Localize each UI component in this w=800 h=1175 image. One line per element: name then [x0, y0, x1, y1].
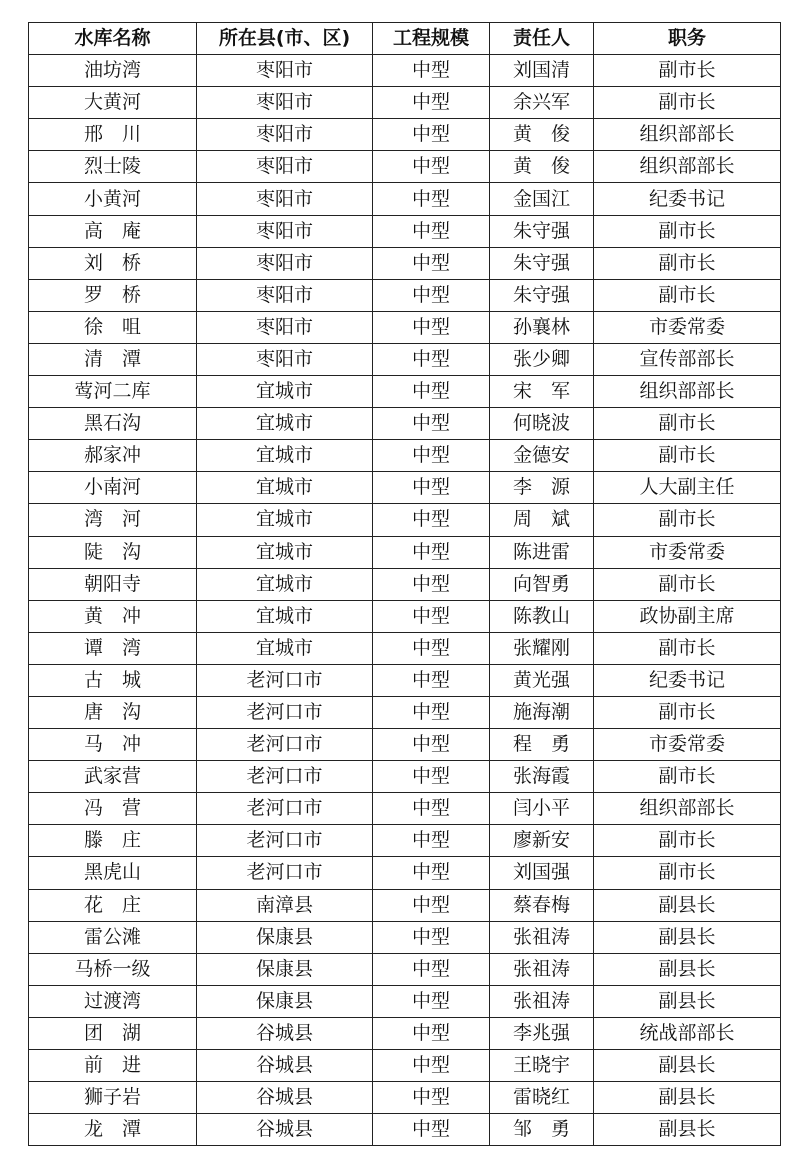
- cell-responsible-person: 刘国强: [490, 857, 594, 889]
- cell-county: 谷城县: [197, 1017, 373, 1049]
- cell-project-scale: 中型: [373, 55, 490, 87]
- cell-position: 副市长: [594, 825, 781, 857]
- cell-reservoir-name: 马 冲: [29, 729, 197, 761]
- cell-reservoir-name: 莺河二库: [29, 376, 197, 408]
- cell-project-scale: 中型: [373, 793, 490, 825]
- table-row: [29, 504, 781, 536]
- cell-project-scale: 中型: [373, 825, 490, 857]
- cell-county: 谷城县: [197, 1082, 373, 1114]
- table-row: [29, 1017, 781, 1049]
- cell-reservoir-name: 朝阳寺: [29, 568, 197, 600]
- cell-county: 宜城市: [197, 472, 373, 504]
- cell-county: 宜城市: [197, 536, 373, 568]
- cell-position: 组织部部长: [594, 151, 781, 183]
- table-row: [29, 311, 781, 343]
- cell-responsible-person: 雷晓红: [490, 1082, 594, 1114]
- cell-project-scale: 中型: [373, 183, 490, 215]
- cell-county: 老河口市: [197, 857, 373, 889]
- cell-position: 副市长: [594, 696, 781, 728]
- table-row: [29, 1082, 781, 1114]
- cell-reservoir-name: 武家营: [29, 761, 197, 793]
- table-row: [29, 247, 781, 279]
- cell-position: 人大副主任: [594, 472, 781, 504]
- cell-responsible-person: 何晓波: [490, 408, 594, 440]
- cell-position: 副市长: [594, 568, 781, 600]
- cell-county: 老河口市: [197, 761, 373, 793]
- cell-county: 枣阳市: [197, 87, 373, 119]
- cell-reservoir-name: 郝家冲: [29, 440, 197, 472]
- cell-county: 枣阳市: [197, 343, 373, 375]
- cell-responsible-person: 黄 俊: [490, 119, 594, 151]
- table-row: [29, 632, 781, 664]
- reservoir-responsibility-table: [28, 22, 781, 1146]
- cell-position: 副县长: [594, 953, 781, 985]
- cell-project-scale: 中型: [373, 632, 490, 664]
- header-position: 职务: [594, 23, 781, 55]
- cell-responsible-person: 朱守强: [490, 215, 594, 247]
- cell-position: 副县长: [594, 889, 781, 921]
- table-row: [29, 183, 781, 215]
- table-row: [29, 568, 781, 600]
- reservoir-table-container: [28, 22, 780, 1146]
- cell-reservoir-name: 清 潭: [29, 343, 197, 375]
- cell-reservoir-name: 大黄河: [29, 87, 197, 119]
- cell-position: 市委常委: [594, 311, 781, 343]
- cell-position: 市委常委: [594, 536, 781, 568]
- cell-county: 谷城县: [197, 1114, 373, 1146]
- cell-reservoir-name: 古 城: [29, 664, 197, 696]
- cell-project-scale: 中型: [373, 376, 490, 408]
- cell-project-scale: 中型: [373, 504, 490, 536]
- cell-county: 枣阳市: [197, 215, 373, 247]
- cell-project-scale: 中型: [373, 536, 490, 568]
- cell-county: 老河口市: [197, 729, 373, 761]
- table-row: [29, 472, 781, 504]
- cell-responsible-person: 廖新安: [490, 825, 594, 857]
- cell-county: 宜城市: [197, 504, 373, 536]
- cell-reservoir-name: 龙 潭: [29, 1114, 197, 1146]
- cell-reservoir-name: 徐 咀: [29, 311, 197, 343]
- cell-project-scale: 中型: [373, 761, 490, 793]
- cell-project-scale: 中型: [373, 472, 490, 504]
- table-row: [29, 440, 781, 472]
- cell-project-scale: 中型: [373, 857, 490, 889]
- cell-project-scale: 中型: [373, 921, 490, 953]
- cell-county: 保康县: [197, 985, 373, 1017]
- cell-reservoir-name: 黑虎山: [29, 857, 197, 889]
- table-row: [29, 696, 781, 728]
- cell-position: 副市长: [594, 279, 781, 311]
- cell-position: 宣传部部长: [594, 343, 781, 375]
- table-body: [29, 55, 781, 1146]
- cell-responsible-person: 王晓宇: [490, 1050, 594, 1082]
- cell-position: 副县长: [594, 921, 781, 953]
- table-row: [29, 376, 781, 408]
- cell-project-scale: 中型: [373, 985, 490, 1017]
- cell-reservoir-name: 刘 桥: [29, 247, 197, 279]
- cell-responsible-person: 刘国清: [490, 55, 594, 87]
- cell-reservoir-name: 高 庵: [29, 215, 197, 247]
- cell-county: 老河口市: [197, 696, 373, 728]
- cell-project-scale: 中型: [373, 889, 490, 921]
- table-row: [29, 953, 781, 985]
- cell-reservoir-name: 唐 沟: [29, 696, 197, 728]
- cell-county: 老河口市: [197, 664, 373, 696]
- cell-position: 副县长: [594, 1050, 781, 1082]
- cell-county: 枣阳市: [197, 183, 373, 215]
- table-row: [29, 600, 781, 632]
- cell-responsible-person: 李 源: [490, 472, 594, 504]
- table-header-row: [29, 23, 781, 55]
- cell-responsible-person: 陈教山: [490, 600, 594, 632]
- cell-position: 副市长: [594, 632, 781, 664]
- cell-position: 纪委书记: [594, 183, 781, 215]
- table-row: [29, 857, 781, 889]
- header-responsible-person: 责任人: [490, 23, 594, 55]
- cell-reservoir-name: 油坊湾: [29, 55, 197, 87]
- cell-reservoir-name: 烈士陵: [29, 151, 197, 183]
- cell-position: 副县长: [594, 1114, 781, 1146]
- cell-responsible-person: 张祖涛: [490, 921, 594, 953]
- table-row: [29, 408, 781, 440]
- cell-county: 宜城市: [197, 440, 373, 472]
- cell-project-scale: 中型: [373, 440, 490, 472]
- table-row: [29, 793, 781, 825]
- table-row: [29, 55, 781, 87]
- cell-project-scale: 中型: [373, 696, 490, 728]
- cell-reservoir-name: 过渡湾: [29, 985, 197, 1017]
- cell-responsible-person: 金德安: [490, 440, 594, 472]
- cell-position: 副县长: [594, 985, 781, 1017]
- cell-county: 保康县: [197, 953, 373, 985]
- cell-responsible-person: 闫小平: [490, 793, 594, 825]
- table-row: [29, 151, 781, 183]
- cell-reservoir-name: 冯 营: [29, 793, 197, 825]
- cell-project-scale: 中型: [373, 87, 490, 119]
- cell-position: 组织部部长: [594, 376, 781, 408]
- header-reservoir-name: 水库名称: [29, 23, 197, 55]
- table-row: [29, 889, 781, 921]
- cell-responsible-person: 孙襄林: [490, 311, 594, 343]
- table-row: [29, 1050, 781, 1082]
- cell-responsible-person: 张少卿: [490, 343, 594, 375]
- cell-project-scale: 中型: [373, 279, 490, 311]
- cell-responsible-person: 向智勇: [490, 568, 594, 600]
- cell-position: 副市长: [594, 55, 781, 87]
- cell-reservoir-name: 前 进: [29, 1050, 197, 1082]
- cell-project-scale: 中型: [373, 664, 490, 696]
- cell-responsible-person: 黄 俊: [490, 151, 594, 183]
- cell-responsible-person: 张祖涛: [490, 953, 594, 985]
- cell-position: 组织部部长: [594, 119, 781, 151]
- cell-county: 宜城市: [197, 632, 373, 664]
- cell-responsible-person: 陈进雷: [490, 536, 594, 568]
- cell-project-scale: 中型: [373, 1017, 490, 1049]
- cell-position: 副市长: [594, 247, 781, 279]
- cell-position: 组织部部长: [594, 793, 781, 825]
- cell-project-scale: 中型: [373, 151, 490, 183]
- cell-position: 副市长: [594, 761, 781, 793]
- cell-responsible-person: 邹 勇: [490, 1114, 594, 1146]
- cell-responsible-person: 李兆强: [490, 1017, 594, 1049]
- cell-position: 副市长: [594, 408, 781, 440]
- cell-reservoir-name: 马桥一级: [29, 953, 197, 985]
- cell-project-scale: 中型: [373, 215, 490, 247]
- cell-responsible-person: 金国江: [490, 183, 594, 215]
- cell-county: 宜城市: [197, 600, 373, 632]
- cell-reservoir-name: 谭 湾: [29, 632, 197, 664]
- cell-reservoir-name: 狮子岩: [29, 1082, 197, 1114]
- cell-responsible-person: 宋 军: [490, 376, 594, 408]
- cell-county: 宜城市: [197, 568, 373, 600]
- cell-responsible-person: 余兴军: [490, 87, 594, 119]
- cell-project-scale: 中型: [373, 1114, 490, 1146]
- table-row: [29, 729, 781, 761]
- cell-responsible-person: 张海霞: [490, 761, 594, 793]
- cell-reservoir-name: 小南河: [29, 472, 197, 504]
- cell-county: 老河口市: [197, 825, 373, 857]
- table-row: [29, 343, 781, 375]
- cell-county: 南漳县: [197, 889, 373, 921]
- cell-reservoir-name: 黑石沟: [29, 408, 197, 440]
- cell-reservoir-name: 花 庄: [29, 889, 197, 921]
- cell-project-scale: 中型: [373, 1082, 490, 1114]
- cell-project-scale: 中型: [373, 408, 490, 440]
- cell-position: 副市长: [594, 440, 781, 472]
- table-row: [29, 664, 781, 696]
- table-row: [29, 119, 781, 151]
- cell-position: 副市长: [594, 215, 781, 247]
- cell-responsible-person: 张耀刚: [490, 632, 594, 664]
- cell-responsible-person: 张祖涛: [490, 985, 594, 1017]
- cell-county: 枣阳市: [197, 55, 373, 87]
- table-row: [29, 761, 781, 793]
- cell-county: 枣阳市: [197, 151, 373, 183]
- cell-county: 枣阳市: [197, 119, 373, 151]
- cell-position: 副市长: [594, 87, 781, 119]
- cell-responsible-person: 周 斌: [490, 504, 594, 536]
- cell-position: 纪委书记: [594, 664, 781, 696]
- cell-project-scale: 中型: [373, 119, 490, 151]
- cell-project-scale: 中型: [373, 729, 490, 761]
- cell-county: 宜城市: [197, 408, 373, 440]
- cell-position: 统战部部长: [594, 1017, 781, 1049]
- cell-county: 谷城县: [197, 1050, 373, 1082]
- cell-position: 副县长: [594, 1082, 781, 1114]
- cell-county: 枣阳市: [197, 279, 373, 311]
- cell-reservoir-name: 团 湖: [29, 1017, 197, 1049]
- table-row: [29, 215, 781, 247]
- cell-responsible-person: 黄光强: [490, 664, 594, 696]
- table-row: [29, 985, 781, 1017]
- cell-county: 保康县: [197, 921, 373, 953]
- table-row: [29, 279, 781, 311]
- table-row: [29, 921, 781, 953]
- cell-responsible-person: 程 勇: [490, 729, 594, 761]
- cell-responsible-person: 朱守强: [490, 279, 594, 311]
- cell-reservoir-name: 陡 沟: [29, 536, 197, 568]
- cell-position: 政协副主席: [594, 600, 781, 632]
- cell-project-scale: 中型: [373, 1050, 490, 1082]
- table-row: [29, 825, 781, 857]
- cell-project-scale: 中型: [373, 568, 490, 600]
- table-row: [29, 87, 781, 119]
- table-row: [29, 1114, 781, 1146]
- header-county: 所在县(市、区): [197, 23, 373, 55]
- cell-responsible-person: 朱守强: [490, 247, 594, 279]
- table-row: [29, 536, 781, 568]
- cell-responsible-person: 施海潮: [490, 696, 594, 728]
- header-project-scale: 工程规模: [373, 23, 490, 55]
- cell-position: 副市长: [594, 857, 781, 889]
- cell-position: 市委常委: [594, 729, 781, 761]
- cell-reservoir-name: 罗 桥: [29, 279, 197, 311]
- cell-reservoir-name: 滕 庄: [29, 825, 197, 857]
- cell-reservoir-name: 小黄河: [29, 183, 197, 215]
- cell-reservoir-name: 湾 河: [29, 504, 197, 536]
- cell-county: 枣阳市: [197, 247, 373, 279]
- cell-project-scale: 中型: [373, 600, 490, 632]
- cell-project-scale: 中型: [373, 343, 490, 375]
- cell-reservoir-name: 黄 冲: [29, 600, 197, 632]
- cell-project-scale: 中型: [373, 953, 490, 985]
- cell-reservoir-name: 邢 川: [29, 119, 197, 151]
- cell-position: 副市长: [594, 504, 781, 536]
- cell-county: 枣阳市: [197, 311, 373, 343]
- cell-county: 老河口市: [197, 793, 373, 825]
- cell-responsible-person: 蔡春梅: [490, 889, 594, 921]
- cell-county: 宜城市: [197, 376, 373, 408]
- cell-project-scale: 中型: [373, 311, 490, 343]
- cell-project-scale: 中型: [373, 247, 490, 279]
- cell-reservoir-name: 雷公滩: [29, 921, 197, 953]
